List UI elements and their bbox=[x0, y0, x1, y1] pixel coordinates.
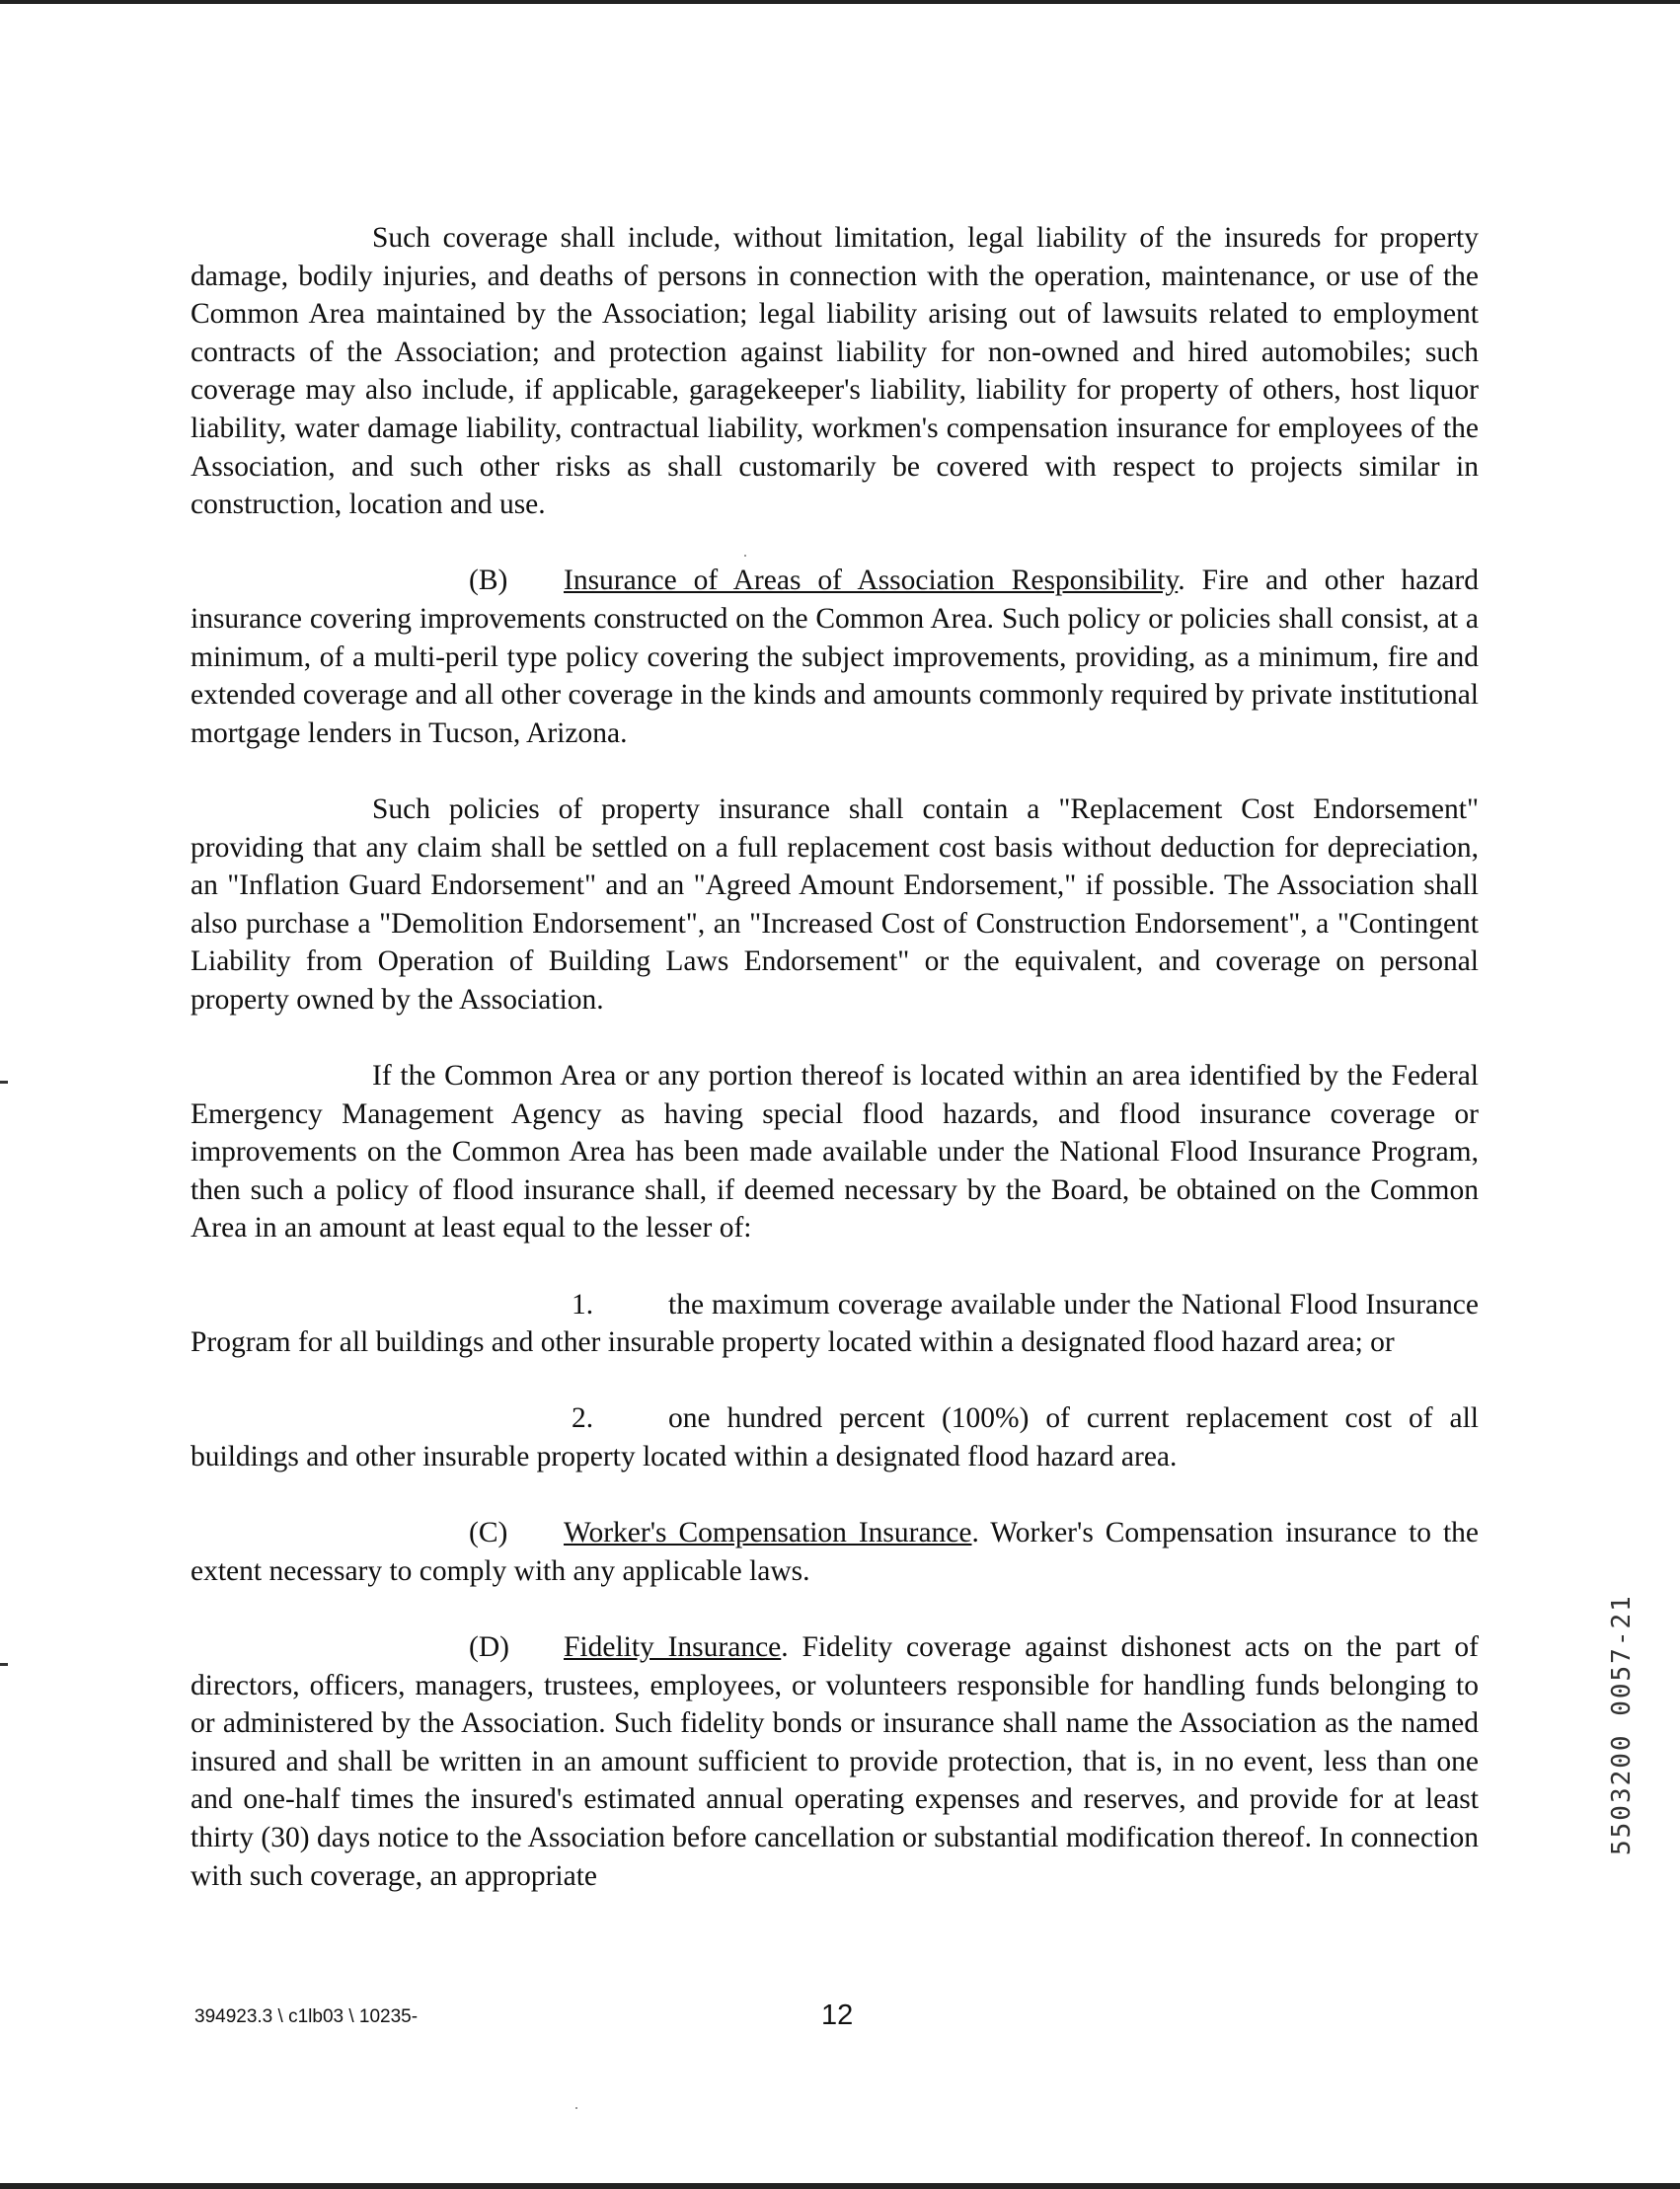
section-b-text: . Fire and other hazard insurance covering improvements constructed on the Common Area. Such policy or policies shall consist, at a minimum, of a multi-peril type policy covering the subject improvements, providing, as a minimum, fire and extended coverage and all other coverage in the kinds and amounts commonly required by private institutional mortgage lenders in Tucson, Arizona. bbox=[191, 565, 1479, 749]
list-item-1-text: the maximum coverage available under the National Flood Insurance Program for all buildings and other insurable property located within a designated flood hazard area; or bbox=[191, 1288, 1479, 1359]
paragraph-liability-coverage: Such coverage shall include, without limitation, legal liability of the insureds for property damage, bodily injuries, and deaths of persons in connection with the operation, maintenance, or use of the Common Area maintained by the Association; legal liability arising out of lawsuits related to employment contracts of the Association; and protection against liability for non-owned and hired automobiles; such coverage may also include, if applicable, garagekeeper's liability, liability for property of others, host liquor liability, water damage liability, contractual liability, workmen's compensation insurance for employees of the Association, and such other risks as shall customarily be covered with respect to projects similar in construction, location and use. bbox=[191, 222, 1479, 521]
document-body bbox=[191, 219, 1479, 1895]
list-item-2 bbox=[191, 1399, 1479, 1475]
section-d-heading: Fidelity Insurance bbox=[564, 1630, 782, 1663]
section-d-letter: (D) bbox=[469, 1630, 509, 1663]
scan-speck bbox=[575, 2107, 577, 2109]
section-b-letter: (B) bbox=[469, 565, 508, 597]
paragraph-replacement-cost: Such policies of property insurance shall contain a "Replacement Cost Endorsement" providing that any claim shall be settled on a full replacement cost basis without deduction for depreciation, an "Inflation Guard Endorsement" and an "Agreed Amount Endorsement," if possible. The Association shall also purchase a "Demolition Endorsement", an "Increased Cost of Construction Endorsement", a "Contingent Liability from Operation of Building Laws Endorsement" or the equivalent, and coverage on personal property owned by the Association. bbox=[191, 793, 1479, 1016]
section-c-text: . Worker's Compensation insurance to the extent necessary to comply with any applicable laws. bbox=[191, 1517, 1480, 1587]
list-item-1 bbox=[191, 1286, 1479, 1362]
list-item-2-number: 2. bbox=[572, 1402, 594, 1435]
scan-mark bbox=[0, 1081, 8, 1084]
paragraph-section-b bbox=[191, 562, 1479, 752]
list-item-2-text: one hundred percent (100%) of current replacement cost of all buildings and other insurable property located within a designated flood hazard area. bbox=[191, 1402, 1479, 1472]
scan-mark bbox=[0, 1663, 8, 1666]
section-c-heading: Worker's Compensation Insurance bbox=[564, 1517, 972, 1549]
recording-stamp: 5503200 0057-21 bbox=[1607, 1594, 1637, 1855]
paragraph-section-c bbox=[191, 1514, 1479, 1590]
paragraph-flood-insurance: If the Common Area or any portion thereof is located within an area identified by the Federal Emergency Management Agency as having special flood hazards, and flood insurance coverage or improvements on the Common Area has been made available under the National Flood Insurance Program, then such a policy of flood insurance shall, if deemed necessary by the Board, be obtained on the Common Area in an amount at least equal to the lesser of: bbox=[191, 1060, 1479, 1245]
page-number: 12 bbox=[821, 2000, 854, 2031]
top-scan-border bbox=[0, 0, 1680, 4]
paragraph-section-d bbox=[191, 1628, 1479, 1895]
section-d-text: . Fidelity coverage against dishonest acts on the part of directors, officers, managers, trustees, employees, or volunteers responsible for handling funds belonging to or administered by the Association. Such fidelity bonds or insurance shall name the Association as the named insured and shall be written in an amount sufficient to provide protection, that is, in no event, less than one and one-half times the insured's estimated annual operating expenses and reserves, and provide for at least thirty (30) days notice to the Association before cancellation or substantial modification thereof. In connection with such coverage, an appropriate bbox=[191, 1630, 1480, 1892]
section-b-heading: Insurance of Areas of Association Responsibility bbox=[564, 565, 1179, 597]
bottom-scan-border bbox=[0, 2183, 1680, 2189]
section-c-letter: (C) bbox=[469, 1517, 508, 1549]
footer-document-reference: 394923.3 \ c1lb03 \ 10235- bbox=[194, 2006, 419, 2027]
list-item-1-number: 1. bbox=[572, 1288, 594, 1321]
